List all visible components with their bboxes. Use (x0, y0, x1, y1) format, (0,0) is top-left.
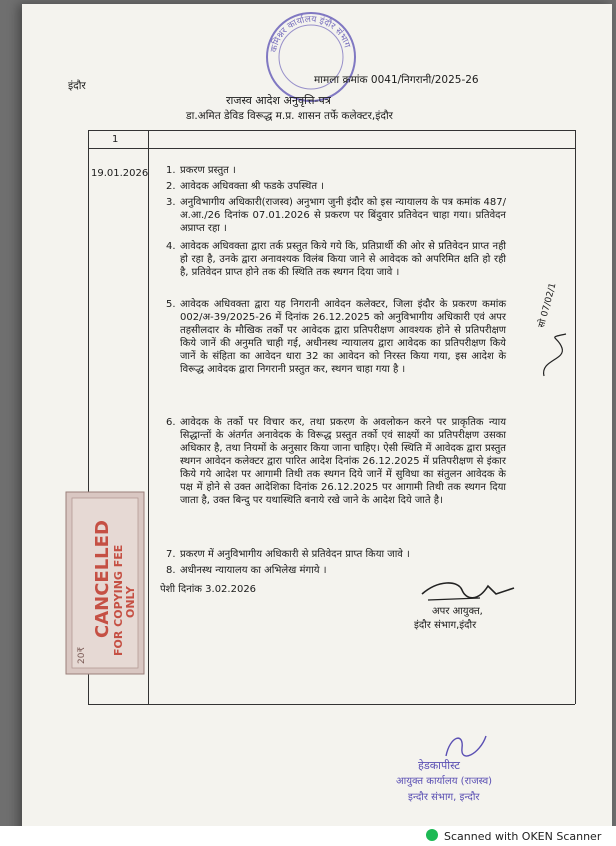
order-date: 19.01.2026 (91, 168, 149, 179)
signatory-title: अपर आयुक्त, (432, 606, 483, 617)
order-item-2: 2. आवेदक अधिवक्ता श्री फडके उपस्थित । (166, 181, 324, 192)
only-mark: ONLY (124, 586, 137, 618)
column-header: 1 (112, 134, 119, 145)
stamp-value: 20₹ (77, 646, 87, 664)
copyist-title: हेडकापीस्ट (418, 759, 460, 772)
scanner-logo-icon (426, 829, 438, 841)
copyist-signature (440, 730, 490, 760)
margin-initials (536, 330, 576, 380)
order-item-4: 4. आवेदक अधिवक्ता द्वारा तर्क प्रस्तुत किये गये कि, प्रतिप्रार्थी की ओर से प्रतिवेदन प्राप्त नही हो रहा है, उनके द्वारा अनावश्यक विलंब किया जाने से आवेदक को अपरिमित क्षति हो रही है, प्रतिवेदन प्राप्त होने तक की स्थिति तक स्थगन दिया जावे । (166, 241, 506, 278)
order-item-5: 5. आवेदक अधिवक्ता द्वारा यह निगरानी आवेदन कलेक्टर, जिला इंदौर के प्रकरण कमांक 002/अ-39/2025-26 में दिनांक 26.12.2025 को अनुविभागीय अधिकारी एवं अपर तहसीलदार के मौखिक तर्कों पर आवेदक द्वारा प्रतिपरीक्षण आवश्यक होने से प्रतिपरीक्षण किये जानें की अनुमति चाही गई, अधीनस्थ न्यायालय द्वारा आवेदक का प्रतिपरीक्षण किये जानें के संहिता का आवेदन धारा 32 का आवेदन को निरस्त किया गया, इस आदेश के विरूद्ध आवेदक द्वारा निगरानी प्रस्तुत कर, स्थगन चाहा गया है । (166, 299, 506, 375)
order-item-3: 3. अनुविभागीय अधिकारी(राजस्व) अनुभाग जुनी इंदौर को इस न्यायालय के पत्र कमांक 487/अ.आ./26 दिनांक 07.01.2026 से प्रकरण पर बिंदुवार प्रतिवेदन चाहा गया। प्रतिवेदन अप्राप्त रहा । (166, 197, 506, 234)
case-number: मामला क्रमांक 0041/निगरानी/2025-26 (314, 74, 479, 86)
next-hearing-date: पेशी दिनांक 3.02.2026 (160, 584, 257, 595)
table-bottom-border (88, 704, 575, 705)
svg-text:कमिश्नर कार्यालय इंदौर संभाग (269, 13, 352, 53)
copying-fee-mark: FOR COPYING FEE (112, 544, 125, 656)
commissioner-signature (418, 576, 518, 606)
place-label: इंदौर (68, 80, 86, 92)
cancelled-mark: CANCELLED (92, 520, 113, 638)
court-fee-stamp (62, 488, 148, 678)
copyist-place: इन्दौर संभाग, इन्दौर (408, 792, 480, 803)
table-right-border (575, 130, 576, 704)
order-item-7: 7. प्रकरण में अनुविभागीय अधिकारी से प्रतिवेदन प्राप्त किया जावे । (166, 549, 410, 560)
scanner-watermark: Scanned with OKEN Scanner (444, 830, 602, 843)
order-item-1: 1. प्रकरण प्रस्तुत । (166, 165, 236, 176)
order-item-8: 8. अधीनस्थ न्यायालय का अभिलेख मंगाये । (166, 565, 327, 576)
signatory-office: इंदौर संभाग,इंदौर (414, 620, 477, 631)
table-column-divider (148, 130, 149, 704)
office-seal (264, 10, 358, 104)
margin-note: सो 07/02/1 (536, 281, 559, 329)
order-item-6: 6. आवेदक के तर्को पर विचार कर, तथा प्रकरण के अवलोकन करने पर प्राकृतिक न्याय सिद्धान्तों के अंतर्गत अनावेदक के विरूद्ध प्रस्तुत तर्को एवं साक्ष्यों का प्रतिपरीक्षण उसका अधिकार है, तथा नियमों के अनुसार किया जाना चाहिए। ऐसी स्थिति में आवेदक द्वारा प्रस्तुत स्थगन आवेदन कलेक्टर द्वारा पारित आदेश दिनांक 26.12.2025 में प्रतिपरीक्षण से इंकार किये गये आदेश पर आगामी तिथी तक स्थगन दिये जानें में सुविधा का संतुलन आवेदक के पक्ष में होने से उक्त आदेशिका दिनांक 26.12.2025 पर आगामी तिथी तक स्थगन दिया जाता है, उक्त बिन्दु पर यथास्थिति बनाये रखे जाने के आदेश दिये जाते है। (166, 417, 506, 506)
seal-text: कमिश्नर कार्यालय इंदौर संभाग (269, 14, 352, 54)
copyist-office: आयुक्त कार्यालय (राजस्व) (396, 776, 493, 787)
table-header-border (88, 148, 575, 149)
document-title: राजस्व आदेश अनुवृत्ति-पत्र (226, 94, 331, 107)
case-parties: डा.अमित डेविड विरूद्ध म.प्र. शासन तर्फे कलेक्टर,इंदौर (186, 110, 393, 122)
table-top-border (88, 130, 575, 131)
